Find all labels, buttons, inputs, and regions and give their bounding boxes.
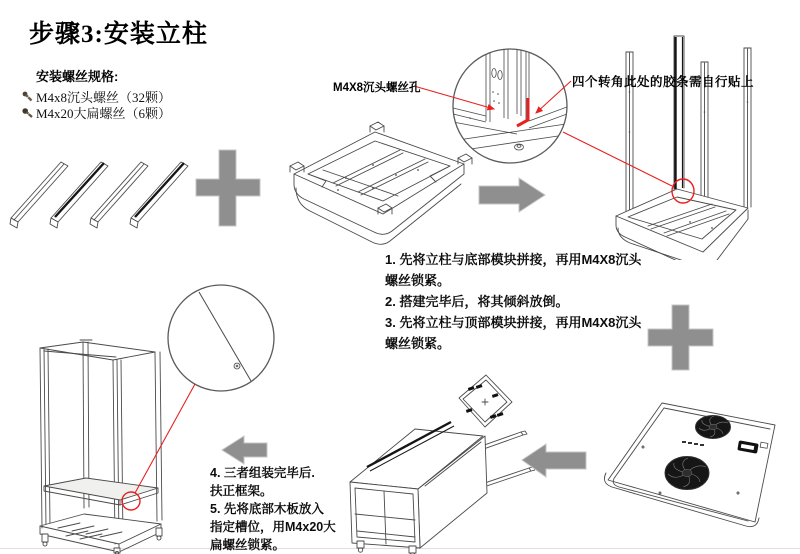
page-title: 步骤3:安装立柱 [29,21,208,48]
laid-down-frame-drawing [335,358,535,554]
assembled-cabinet-frame-drawing [28,338,178,554]
rubber-strip-highlight [517,98,528,126]
instruction-line: 5. 先将底部木板放入 [210,502,324,516]
instruction-line: 螺丝锁紧。 [385,336,451,351]
board-detail-magnifier [168,285,274,391]
instruction-line: 4. 三者组装完毕后. [210,466,315,480]
rubber-strip-callout: 四个转角此处的胶条需自行贴上 [572,75,755,89]
corner-post-rails-drawing [5,156,200,236]
fan-icon [665,457,709,490]
list-item [22,104,171,120]
screw-spec-label: M4x8沉头螺丝（32颗） [36,89,172,105]
countersunk-screw-icon [22,90,34,103]
screw-hole-callout: M4X8沉头螺丝孔 [333,82,421,94]
plus-icon [648,305,713,370]
screw-spec-list [22,66,171,120]
flat-head-screw-icon [22,106,34,119]
screw-spec-header: 安装螺丝规格: [36,69,119,84]
instruction-line: 1. 先将立柱与底部模块拼接，再用M4X8沉头 [385,252,642,267]
instruction-line: 3. 先将立柱与顶部模块拼接，再用M4X8沉头 [385,315,642,330]
fan-icon [696,416,731,439]
top-module-with-fans-drawing [598,385,798,550]
instruction-line: 指定槽位，用M4x20大 [210,520,336,534]
arrow-left-icon [222,436,267,464]
instruction-line: 2. 搭建完毕后，将其倾斜放倒。 [385,294,569,309]
instruction-line: 扁螺丝锁紧。 [210,538,286,552]
instructions-steps-4-5 [210,464,336,554]
instructions-steps-1-3 [385,249,641,354]
instruction-line: 螺丝锁紧。 [385,273,451,288]
screw-spec-label: M4x20大扁螺丝（6颗） [36,105,172,121]
bottom-module-drawing [278,120,478,252]
arrow-right-icon [479,178,545,212]
posts-installed-frame-drawing [600,32,800,260]
plus-icon [196,150,260,226]
instruction-line: 扶正框架。 [210,484,273,498]
